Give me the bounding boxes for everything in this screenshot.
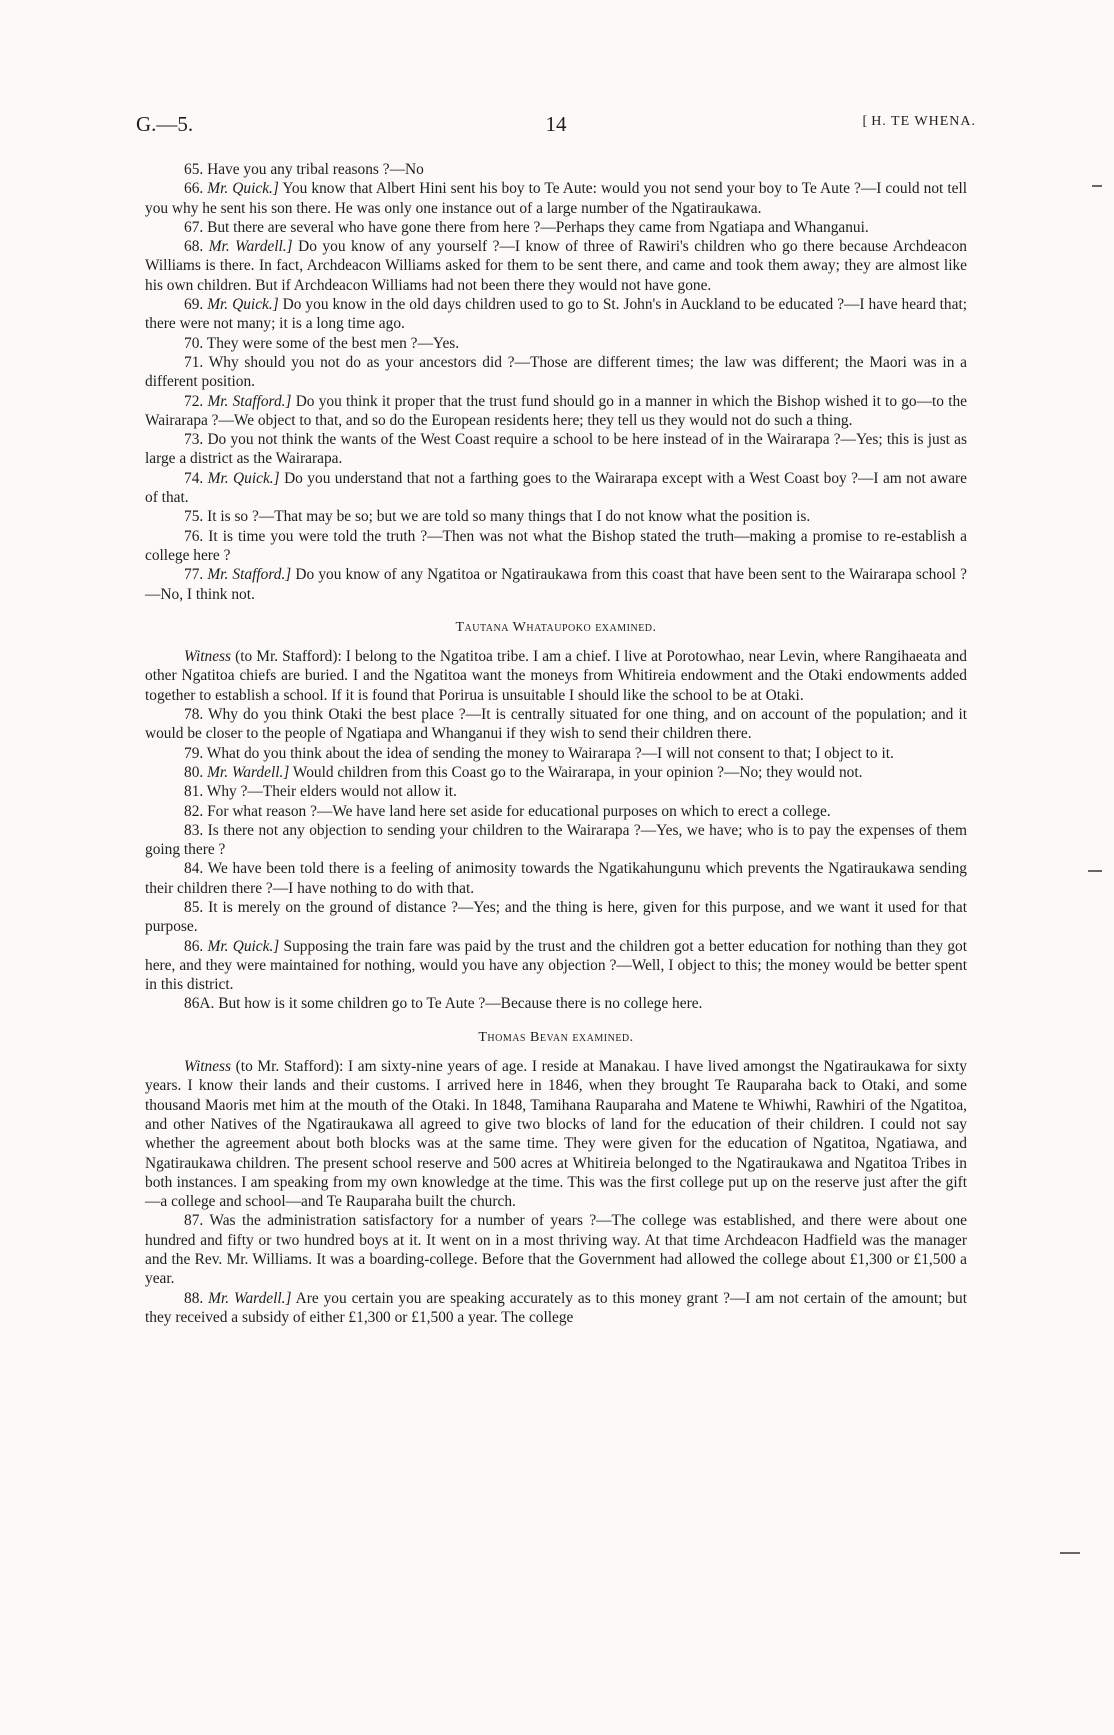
margin-mark [1088, 870, 1102, 872]
paragraph-text: 79. What do you think about the idea of sending the money to Wairarapa ?—I will not consent to that; I object to it. [184, 744, 894, 762]
margin-mark [1060, 1552, 1080, 1554]
question-number: 86. [184, 937, 208, 955]
speaker-name: Mr. Wardell.] [208, 1289, 292, 1307]
speaker-name: Mr. Stafford.] [207, 392, 292, 410]
paragraph-text: But how is it some children go to Te Aute ?—Because there is no college here. [218, 995, 703, 1013]
speaker-name: Mr. Stafford.] [207, 566, 292, 584]
document-body [145, 160, 967, 1327]
testimony-paragraph [145, 179, 967, 218]
testimony-paragraph [145, 782, 967, 801]
paragraph-text: 85. It is merely on the ground of distance ?—Yes; and the thing is here, given for this purpose, and we want it used for that purpose. [145, 898, 967, 936]
paragraph-text: Do you know in the old days children used to go to St. John's in Auckland to be educated ?—I have heard that; there were not many; it is a long time ago. [145, 296, 967, 333]
question-number: 74. [184, 469, 208, 487]
testimony-paragraph [145, 1057, 967, 1211]
speaker-name: Mr. Wardell.] [208, 238, 293, 256]
paragraph-text: 71. Why should you not do as your ancestors did ?—Those are different times; the law was different; the Maori was in a different position. [145, 353, 967, 391]
paragraph-text: Supposing the train fare was paid by the trust and the children got a better education for nothing than they got here, and they were maintained for nothing, would you have any objection ?—Well, I object to this; the money would be better spent in this district. [145, 937, 967, 994]
question-number: 86A. [184, 995, 219, 1013]
paragraph-text: Do you think it proper that the trust fund should go in a manner in which the Bishop wished it to go—to the Wairarapa ?—We object to that, and so do the European residents here; they tell us they would not do such a thing. [145, 392, 967, 429]
testimony-paragraph [145, 744, 967, 763]
testimony-paragraph [145, 859, 967, 898]
paragraph-text: 73. Do you not think the wants of the West Coast require a school to be here instead of in the Wairarapa ?—Yes; this is just as large a district as the Wairarapa. [145, 431, 967, 468]
testimony-paragraph [145, 937, 967, 995]
speaker-name: Mr. Quick.] [207, 180, 279, 198]
question-number: 68. [184, 238, 209, 256]
testimony-paragraph [145, 353, 967, 392]
paragraph-text: Are you certain you are speaking accurately as to this money grant ?—I am not certain of the amount; but they received a subsidy of either £1,300 or £1,500 a year. The college [145, 1289, 968, 1326]
heading-text: Tautana Whataupoko examined. [455, 619, 657, 635]
testimony-paragraph [145, 647, 967, 705]
testimony-paragraph [145, 705, 967, 744]
speaker-name: Witness [184, 1058, 232, 1076]
paragraph-text: Do you know of any Ngatitoa or Ngatiraukawa from this coast that have been sent to the Wairarapa school ?—No, I think not. [145, 566, 967, 603]
running-head: [ H. TE WHENA. [863, 114, 976, 130]
question-number: 88. [184, 1289, 209, 1307]
testimony-paragraph [145, 469, 967, 508]
paragraph-text: 70. They were some of the best men ?—Yes. [184, 334, 460, 352]
testimony-paragraph [145, 763, 967, 782]
speaker-name: Mr. Quick.] [207, 937, 280, 955]
question-number: 77. [184, 566, 208, 584]
testimony-paragraph [145, 994, 967, 1013]
section-heading [145, 618, 967, 637]
paragraph-text: Would children from this Coast go to the Wairarapa, in your opinion ?—No; they would not. [289, 763, 863, 781]
paper-reference: G.—5. [136, 112, 194, 136]
heading-text: Thomas Bevan examined. [478, 1029, 634, 1045]
testimony-paragraph [145, 160, 967, 179]
testimony-paragraph [145, 430, 967, 469]
paragraph-text: 78. Why do you think Otaki the best place ?—It is centrally situated for one thing, and on account of the population; and it would be closer to the people of Ngatiapa and Whanganui if they wish to send their children there. [145, 706, 967, 743]
testimony-paragraph [145, 898, 967, 937]
testimony-paragraph [145, 1211, 967, 1288]
paragraph-text: 67. But there are several who have gone there from here ?—Perhaps they came from Ngatiapa and Whanganui. [184, 218, 869, 236]
testimony-paragraph [145, 821, 967, 860]
testimony-paragraph [145, 802, 967, 821]
testimony-paragraph [145, 392, 967, 431]
paragraph-text: Do you understand that not a farthing goes to the Wairarapa except with a West Coast boy ?—I am not aware of that. [145, 469, 967, 507]
margin-mark [1092, 185, 1102, 187]
paragraph-text: 84. We have been told there is a feeling of animosity towards the Ngatikahungunu which prevents the Ngatiraukawa sending their children there ?—I have nothing to do with that. [145, 860, 967, 897]
paragraph-text: 65. Have you any tribal reasons ?—No [184, 161, 424, 178]
speaker-name: Mr. Wardell.] [207, 763, 290, 781]
page-number: 14 [545, 112, 567, 136]
page-header [136, 112, 976, 142]
testimony-paragraph [145, 1289, 967, 1328]
paragraph-text: 82. For what reason ?—We have land here set aside for educational purposes on which to erect a college. [184, 802, 831, 820]
testimony-paragraph [145, 237, 967, 295]
speaker-name: Witness [184, 648, 232, 666]
testimony-paragraph [145, 507, 967, 526]
question-number: 72. [184, 392, 208, 410]
testimony-paragraph [145, 527, 967, 566]
paragraph-text: 81. Why ?—Their elders would not allow it. [184, 783, 457, 801]
section-heading [145, 1028, 967, 1047]
testimony-paragraph [145, 565, 967, 604]
paragraph-text: 87. Was the administration satisfactory for a number of years ?—The college was established, and there were about one hundred and fifty or two hundred boys at it. It went on in a most thriving way. At that time Archdeacon Hadfield was the manager and the Rev. Mr. Williams. It was a boarding-college. Before that the Government had allowed the college about £1,300 or £1,500 a year. [145, 1212, 967, 1288]
paragraph-text: (to Mr. Stafford): I am sixty-nine years of age. I reside at Manakau. I have lived amongst the Ngatiraukawa for sixty years. I know their lands and their customs. I arrived here in 1846, when they brought Te Rauparaha back to Otaki, and some thousand Maoris met him at the mouth of the Otaki. In 1848, Tamihana Rauparaha and Matene te Whiwhi, Rawhiri of the Ngatitoa, and other Natives of the Ngatiraukawa all agreed to give two blocks of land for the education of their children. I could not say whether the agreement about both blocks was at the same time. They were given for the education of Ngatitoa, Ngatiawa, and Ngatiraukawa children. The present school reserve and 500 acres at Whitireia belonged to the Ngatiraukawa and Ngatitoa Tribes in both instances. I am speaking from my own knowledge at the time. This was the first college put up on the reserve just after the gift—a college and school—and Te Rauparaha built the church. [145, 1058, 967, 1211]
paragraph-text: 83. Is there not any objection to sending your children to the Wairarapa ?—Yes, we have; who is to pay the expenses of them going there ? [145, 821, 967, 859]
testimony-paragraph [145, 295, 967, 334]
paragraph-text: Do you know of any yourself ?—I know of three of Rawiri's children who go there because Archdeacon Williams is there. In fact, Archdeacon Williams asked for them to be sent there, and came and took them away; they are almost like his own children. But if Archdeacon Williams had not been there they would not have gone. [145, 238, 967, 294]
question-number: 66. [184, 180, 208, 198]
testimony-paragraph [145, 218, 967, 237]
speaker-name: Mr. Quick.] [207, 469, 280, 487]
question-number: 80. [184, 763, 208, 781]
speaker-name: Mr. Quick.] [207, 296, 279, 314]
paragraph-text: (to Mr. Stafford): I belong to the Ngatitoa tribe. I am a chief. I live at Porotowhao, near Levin, where Rangihaeata and other Ngatitoa chiefs are buried. I and the Ngatitoa want the moneys from Whitireia endowment and the Otaki endowments added together to establish a school. If it is found that Porirua is unsuitable I should like the school to be at Otaki. [145, 648, 967, 704]
paragraph-text: You know that Albert Hini sent his boy to Te Aute: would you not send your boy to Te Aute ?—I could not tell you why he sent his son there. He was only one instance out of a large number of the Ngatiraukawa. [145, 180, 968, 217]
paragraph-text: 76. It is time you were told the truth ?—Then was not what the Bishop stated the truth—making a promise to re-establish a college here ? [145, 527, 967, 564]
paragraph-text: 75. It is so ?—That may be so; but we are told so many things that I do not know what the position is. [184, 508, 811, 526]
question-number: 69. [184, 296, 208, 314]
testimony-paragraph [145, 334, 967, 353]
